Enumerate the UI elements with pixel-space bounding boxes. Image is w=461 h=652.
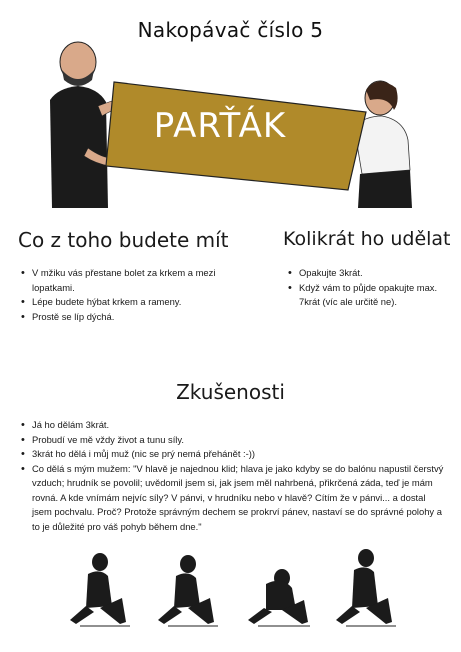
list-item: • V mžiku vás přestane bolet za krkem a mezi lopatkami. xyxy=(20,266,260,295)
benefits-heading: Co z toho budete mít xyxy=(18,228,229,252)
experience-list xyxy=(20,418,445,534)
page-title: Nakopávač číslo 5 xyxy=(137,18,324,42)
list-item: • Lépe budete hýbat krkem a rameny. xyxy=(20,295,260,310)
list-item: • Já ho dělám 3krát. xyxy=(20,418,445,433)
benefits-list xyxy=(20,266,260,324)
figure-pose-2 xyxy=(158,555,218,626)
frequency-list xyxy=(287,266,447,310)
list-item: • Co dělá s mým mužem: "V hlavě je najednou klid; hlava je jako kdyby se do balónu napustil čerstvý vzduch; hrudník se povolil; uvědomil jsem si, jak jsem měl nahrbená, přikrčená záda, teď je mám rovná. A kde vnímám nejvíc síly? V pánvi, v hrudníku nebo v hlavě? Cítím že v pánvi... a dostal jsem pochvalu. Proč? Protože správným dechem se prokrví pánev, nastaví se do správné polohy a to je důležité pro váš pohyb během dne." xyxy=(20,462,445,535)
figure-pose-4 xyxy=(336,549,396,626)
list-item: • Když vám to půjde opakujte max. 7krát (víc ale určitě ne). xyxy=(287,281,447,310)
figure-pose-3 xyxy=(248,569,310,626)
frequency-heading: Kolikrát ho udělat xyxy=(283,228,451,250)
experience-heading: Zkušenosti xyxy=(176,380,285,404)
list-item: • 3krát ho dělá i můj muž (nic se prý nemá přehánět :-)) xyxy=(20,447,445,462)
banner-text: PARŤÁK xyxy=(153,106,287,146)
figure-pose-1 xyxy=(70,553,130,626)
list-item: • Probudí ve mě vždy život a tunu síly. xyxy=(20,433,445,448)
list-item: • Prostě se líp dýchá. xyxy=(20,310,260,325)
exercise-illustration xyxy=(60,548,400,630)
list-item: • Opakujte 3krát. xyxy=(287,266,447,281)
